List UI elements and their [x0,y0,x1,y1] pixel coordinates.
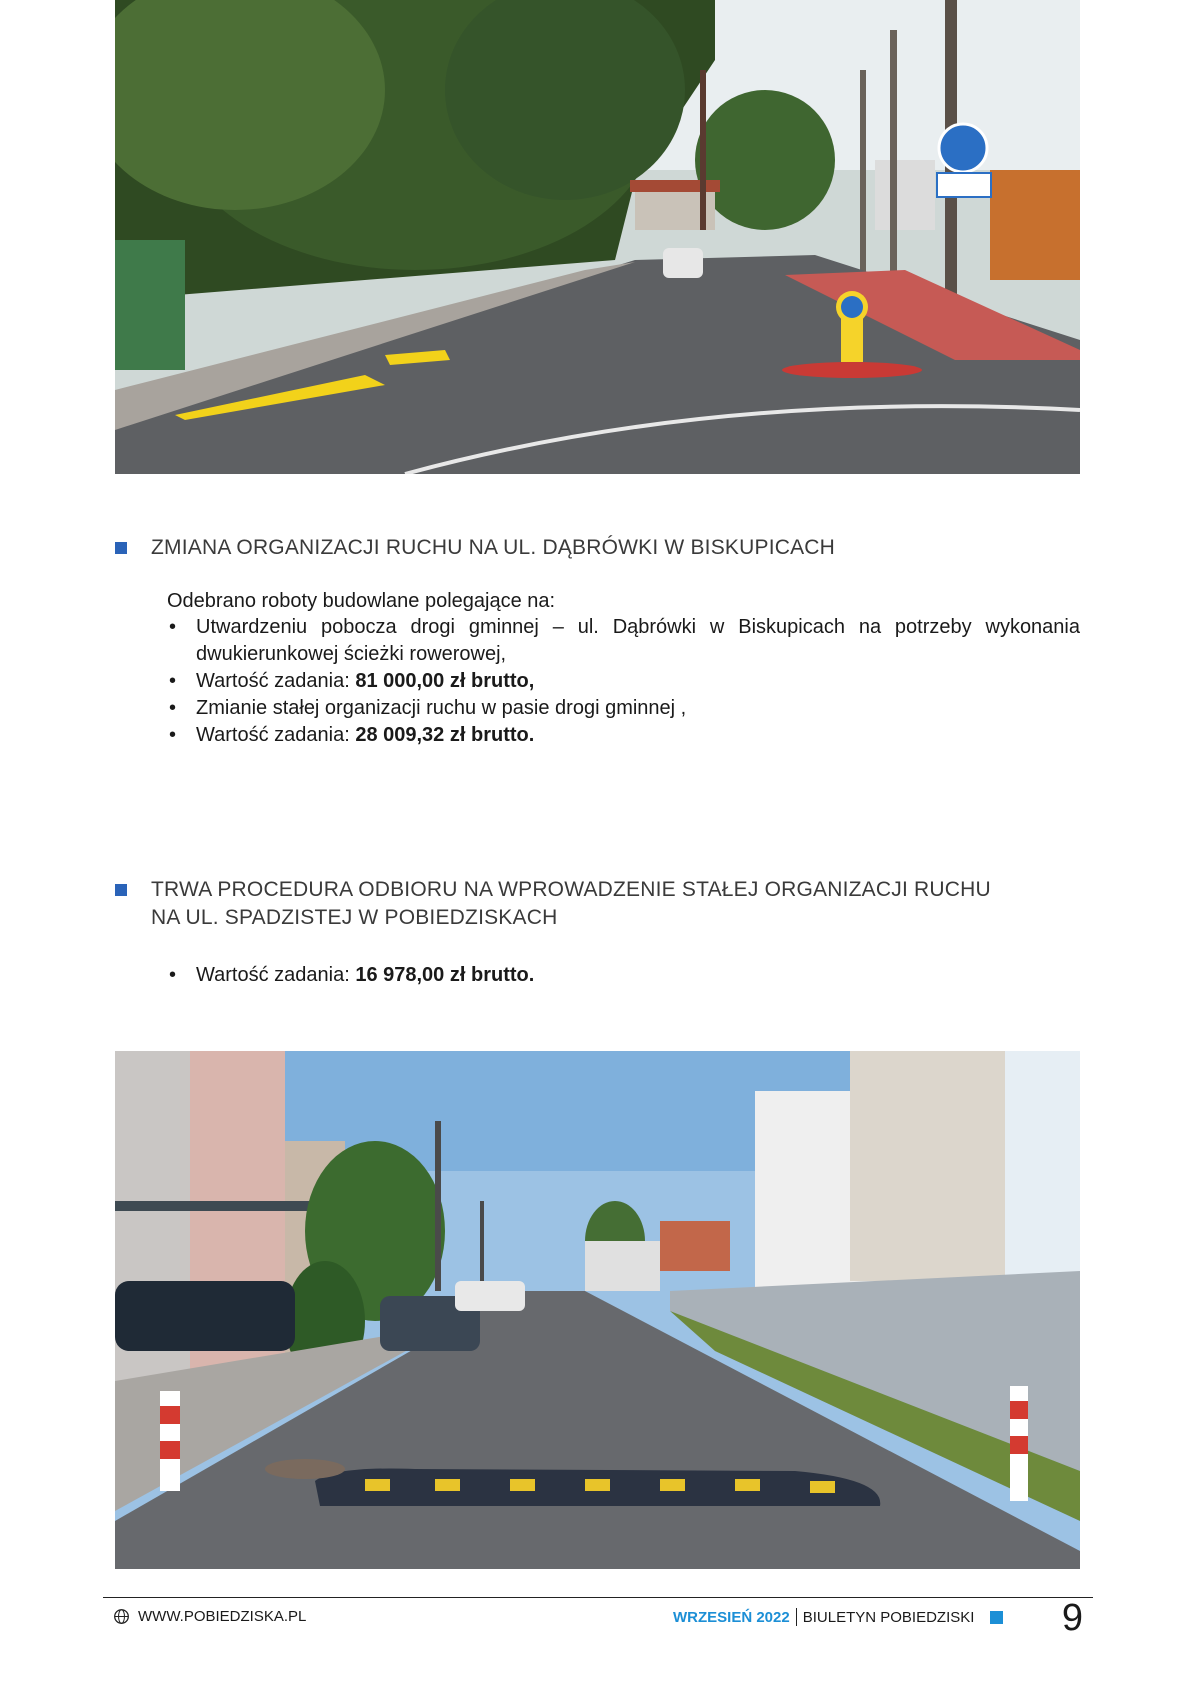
item-value: 28 009,32 zł brutto. [355,724,535,746]
section-title [151,876,991,932]
list-item [167,695,1080,722]
issue-month: WRZESIEŃ 2022 [673,1608,790,1626]
publication-name: BIULETYN POBIEDZISKI [802,1608,975,1626]
item-text: Zmianie stałej organizacji ruchu w pasie drogi gminnej , [196,697,687,719]
list-item [167,722,1080,749]
footer-issue [673,1608,1003,1626]
page-footer [103,1597,1093,1638]
item-text: Utwardzeniu pobocza drogi gminnej – ul. Dąbrówki w Biskupicach na potrzeby wykonania dwukierunkowej ścieżki rowerowej, [196,616,1080,665]
globe-icon [113,1608,130,1625]
photo-street-spadzista [115,1051,1080,1569]
section-marker-icon [115,884,127,896]
item-value: 16 978,00 zł brutto. [355,964,535,986]
section-dabrowki [115,534,1080,749]
section-intro: Odebrano roboty budowlane polegające na: [167,590,556,612]
website-link[interactable]: WWW.POBIEDZISKA.PL [138,1608,307,1625]
footer-website [113,1608,306,1625]
list-item [167,668,1080,695]
section-title [151,534,835,562]
item-text: Wartość zadania: [196,964,356,986]
section-marker-icon [115,542,127,554]
section-title-line: ZMIANA ORGANIZACJI RUCHU NA UL. DĄBRÓWKI W BISKUPICACH [151,536,836,559]
section-title-line: NA UL. SPADZISTEJ W POBIEDZISKACH [151,906,558,929]
list-item [167,962,1080,989]
item-value: 81 000,00 zł brutto, [355,670,535,692]
footer-divider [796,1608,797,1626]
page-number: 9 [1061,1597,1083,1639]
square-icon [990,1611,1003,1624]
item-text: Wartość zadania: [196,724,356,746]
bullet-list [167,614,1080,749]
section-title-line: TRWA PROCEDURA ODBIORU NA WPROWADZENIE STAŁEJ ORGANIZACJI RUCHU [151,878,991,901]
photo-street-biskupice [115,0,1080,474]
list-item [167,614,1080,668]
bullet-list [167,962,1080,989]
item-text: Wartość zadania: [196,670,356,692]
section-spadzista [115,876,1080,989]
